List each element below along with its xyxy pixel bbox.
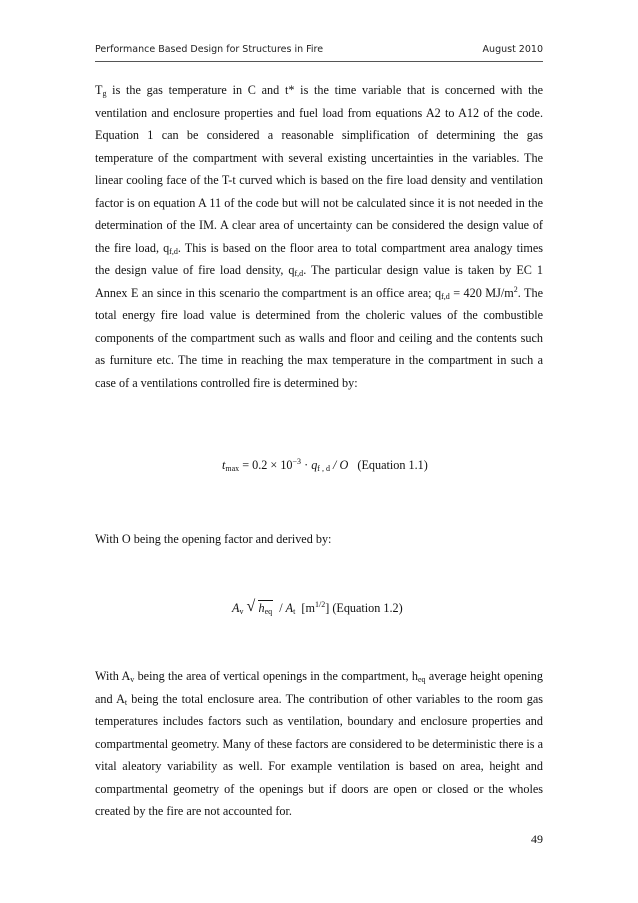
- equation-1-1-label: (Equation 1.1): [357, 458, 428, 472]
- running-header: [95, 44, 543, 60]
- equation-1-2-label: (Equation 1.2): [332, 601, 403, 615]
- header-title: Performance Based Design for Structures in Fire: [95, 44, 324, 55]
- equation-1-1: $t_{max} = 0.2 \times 10^{-3} \cdot q_{f , d} / O$ (Equation 1.1): [222, 457, 428, 473]
- paragraph-gas-temperature: $T_g$ is the gas temperature in C and t* is the time variable that is concerned with the ventilation and enclosure properties and fuel load from equations A2 to A12 of the code. Equation 1 can be considered a reasonable simplification of determining the gas temperature of the compartment with several existing uncertainties in the variables. The linear cooling face of the T-t curved which is based on the fire load density and ventilation factor is on equation A 11 of the code but will not be calculated since it is not needed in the determination of the IM. A clear area of uncertainty can be considered the design value of the fire load, $q_{f,d}$. This is based on the floor area to total compartment area analogy times the design value of fire load density, $q_{f,d}$. The particular design value is taken by EC 1 Annex E an since in this scenario the compartment is an office area; $q_{f,d} = 420$ $MJ/m^2$. The total energy fire load value is determined from the choleric values of the combustible components of the compartment such as walls and floor and ceiling and the contents such as furniture etc. The time in reaching the max temperature in the compartment in such a case of a ventilations controlled fire is determined by:: [95, 83, 543, 390]
- paragraph-opening-factor: With O being the opening factor and derived by:: [95, 532, 332, 546]
- paragraph-variables: With $A_v$ being the area of vertical openings in the compartment, $h_{eq}$ average height opening and $A_t$ being the total enclosure area. The contribution of other variables to the room gas temperatures includes factors such as ventilation, boundary and enclosure properties and compartmental geometry. Many of these factors are considered to be deterministic there is a vital aleatory variability as well. For example ventilation is based on area, height and compartmental geometry of the openings but if doors are open or closed or the wholes created by the fire are not accounted for.: [95, 669, 544, 818]
- equation-1-2: $A_v$ √ $h_{eq} / A_t$ $[m^{1/2}]$ (Equation 1.2): [232, 598, 403, 616]
- header-date: August 2010: [482, 44, 543, 55]
- page-number: 49: [531, 832, 543, 846]
- header-rule: [95, 61, 543, 62]
